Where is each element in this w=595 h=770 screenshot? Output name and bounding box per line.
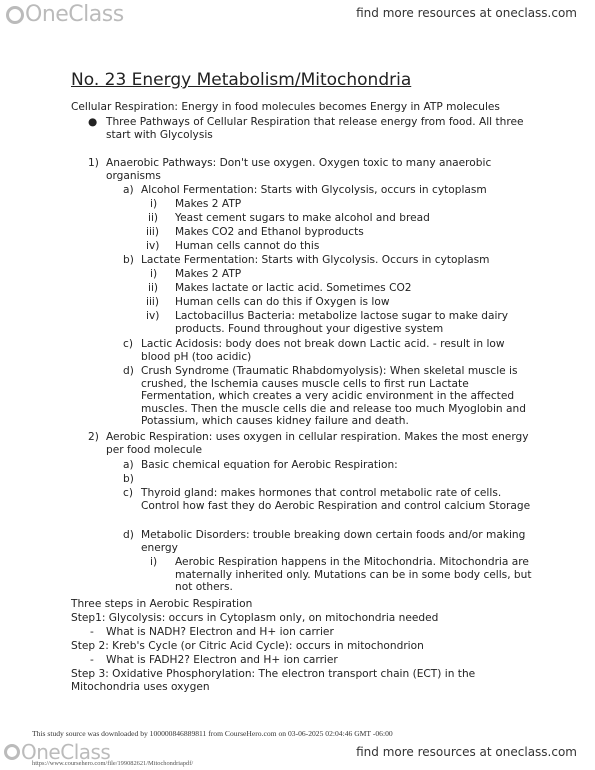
list-item-label: iii) [146, 226, 159, 238]
source-link[interactable]: https://www.coursehero.com/file/199082621/Mitochondriapdf/ [32, 760, 194, 767]
download-note: This study source was downloaded by 100000846889811 from CourseHero.com on 03-06-2025 02:04:46 GMT -06:00 [32, 729, 393, 738]
section-1-number: 1) [88, 157, 99, 169]
dash-marker: - [90, 654, 94, 666]
list-item: Makes CO2 and Ethanol byproducts [175, 226, 364, 238]
step-1-note: What is NADH? Electron and H+ ion carrier [106, 626, 334, 638]
step-2-note: What is FADH2? Electron and H+ ion carrier [106, 654, 338, 666]
logo-text: OneClass [25, 2, 124, 27]
section-2d-i-label: i) [150, 556, 158, 568]
section-1c-label: c) [123, 338, 133, 350]
section-1b-text: Lactate Fermentation: Starts with Glycolysis. Occurs in cytoplasm [141, 254, 490, 266]
list-item-label: i) [150, 268, 158, 280]
section-2d-text: Metabolic Disorders: trouble breaking down certain foods and/or making energy [141, 529, 526, 554]
page-title: No. 23 Energy Metabolism/Mitochondria [71, 70, 412, 90]
list-item-label: ii) [148, 212, 159, 224]
list-item: Human cells cannot do this [175, 240, 320, 252]
section-2d-label: d) [123, 529, 134, 541]
section-2b-label: b) [123, 473, 134, 485]
oneclass-logo-icon [6, 6, 24, 24]
oneclass-logo-top[interactable] [6, 2, 124, 27]
steps-heading: Three steps in Aerobic Respiration [71, 598, 253, 610]
list-item-label: ii) [148, 282, 159, 294]
oneclass-logo-icon [4, 744, 20, 760]
list-item: Yeast cement sugars to make alcohol and bread [175, 212, 430, 224]
step-2-text: Step 2: Kreb's Cycle (or Citric Acid Cycle): occurs in mitochondrion [71, 640, 424, 652]
list-item: Human cells can do this if Oxygen is low [175, 296, 390, 308]
list-item-label: i) [150, 198, 158, 210]
logo-text: OneClass [21, 740, 111, 764]
list-item-label: iv) [146, 310, 160, 322]
footer-tagline[interactable]: find more resources at oneclass.com [356, 745, 577, 759]
header-tagline[interactable]: find more resources at oneclass.com [356, 6, 577, 20]
dash-marker: - [90, 626, 94, 638]
section-2-text: Aerobic Respiration: uses oxygen in cellular respiration. Makes the most energy per food molecule [106, 431, 529, 456]
intro-text: Cellular Respiration: Energy in food molecules becomes Energy in ATP molecules [71, 101, 500, 113]
step-1-text: Step1: Glycolysis: occurs in Cytoplasm only, on mitochondria needed [71, 612, 439, 624]
section-1d-label: d) [123, 365, 134, 377]
list-item-label: iv) [146, 240, 160, 252]
section-2c-label: c) [123, 487, 133, 499]
step-3-text: Step 3: Oxidative Phosphorylation: The electron transport chain (ECT) in the Mitochondria uses oxygen [71, 668, 476, 693]
section-1d-text: Crush Syndrome (Traumatic Rhabdomyolysis): When skeletal muscle is crushed, the Ischemia causes muscle cells to first run Lactate Fermentation, which creates a very acidic environment in the affected muscles. Then the muscle cells die and release too much Myoglobin and Potassium, which causes kidney failure and death. [141, 365, 526, 428]
list-item: Makes lactate or lactic acid. Sometimes CO2 [175, 282, 412, 294]
section-1-text: Anaerobic Pathways: Don't use oxygen. Oxygen toxic to many anaerobic organisms [106, 157, 492, 182]
section-1a-label: a) [123, 184, 134, 196]
section-2d-i-text: Aerobic Respiration happens in the Mitochondria. Mitochondria are maternally inherited only. Mutations can be in some body cells, but not others. [175, 556, 532, 594]
section-1c-text: Lactic Acidosis: body does not break down Lactic acid. - result in low blood pH (too acidic) [141, 338, 505, 363]
list-item: Makes 2 ATP [175, 268, 242, 280]
bullet-icon: ● [88, 116, 98, 128]
section-2c-text: Thyroid gland: makes hormones that control metabolic rate of cells. Control how fast they do Aerobic Respiration and control calcium Storage [141, 487, 531, 512]
section-2a-label: a) [123, 459, 134, 471]
list-item-label: iii) [146, 296, 159, 308]
bullet-text: Three Pathways of Cellular Respiration that release energy from food. All three start with Glycolysis [106, 116, 524, 141]
list-item: Makes 2 ATP [175, 198, 242, 210]
section-1b-label: b) [123, 254, 134, 266]
section-2-number: 2) [88, 431, 99, 443]
section-1a-text: Alcohol Fermentation: Starts with Glycolysis, occurs in cytoplasm [141, 184, 487, 196]
section-2a-text: Basic chemical equation for Aerobic Respiration: [141, 459, 398, 471]
list-item: Lactobacillus Bacteria: metabolize lactose sugar to make dairy products. Found throughout your digestive system [175, 310, 509, 335]
